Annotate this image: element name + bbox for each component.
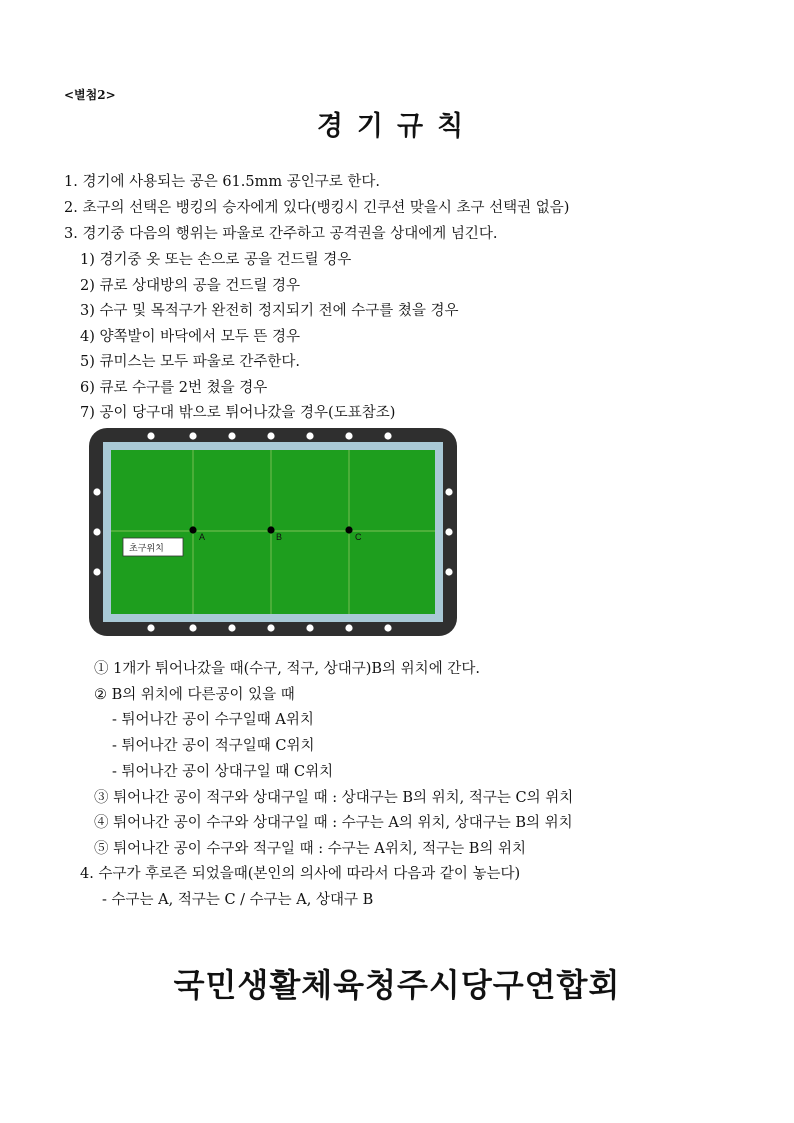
attachment-tag: <별첨2>: [64, 88, 116, 102]
spot-a: [189, 526, 196, 533]
foul-item-7: 7) 공이 당구대 밖으로 튀어나갔을 경우(도표참조): [80, 405, 396, 421]
outcome-1: ① 1개가 튀어나갔을 때(수구, 적구, 상대구)B의 위치에 간다.: [94, 661, 480, 677]
diamond-right-0: [445, 488, 452, 495]
page-title: 경기규칙: [316, 111, 478, 142]
diamond-right-2: [445, 568, 452, 575]
diamond-bottom-0: [147, 624, 154, 631]
outcome-2-sub-1: - 튀어나간 공이 수구일때 A위치: [112, 712, 314, 728]
diamond-top-6: [384, 432, 391, 439]
diamond-top-1: [189, 432, 196, 439]
spot-label-b: B: [276, 532, 283, 542]
outcome-5: ⑤ 튀어나간 공이 수구와 적구일 때 : 수구는 A위치, 적구는 B의 위치: [94, 841, 526, 857]
spot-label-c: C: [355, 532, 362, 542]
spot-label-a: A: [199, 532, 206, 542]
diamond-top-4: [306, 432, 313, 439]
diamond-right-1: [445, 528, 452, 535]
diamond-bottom-6: [384, 624, 391, 631]
diamond-left-1: [93, 528, 100, 535]
diamond-left-2: [93, 568, 100, 575]
foul-item-2: 2) 큐로 상대방의 공을 건드릴 경우: [80, 278, 301, 294]
diamond-bottom-3: [267, 624, 274, 631]
outcome-2: ② B의 위치에 다른공이 있을 때: [94, 687, 295, 703]
outcome-4: ④ 튀어나간 공이 수구와 상대구일 때 : 수구는 A의 위치, 상대구는 B의 위치: [94, 815, 573, 831]
rule-2: 2. 초구의 선택은 뱅킹의 승자에게 있다(뱅킹시 긴쿠션 맞을시 초구 선택권 없음): [64, 200, 570, 216]
rule-4-detail: - 수구는 A, 적구는 C / 수구는 A, 상대구 B: [102, 892, 374, 908]
foul-item-5: 5) 큐미스는 모두 파울로 간주한다.: [80, 354, 301, 370]
outcome-3: ③ 튀어나간 공이 적구와 상대구일 때 : 상대구는 B의 위치, 적구는 C의 위치: [94, 790, 574, 806]
diamond-top-2: [228, 432, 235, 439]
diamond-bottom-5: [345, 624, 352, 631]
diamond-top-0: [147, 432, 154, 439]
diamond-bottom-1: [189, 624, 196, 631]
diamond-bottom-4: [306, 624, 313, 631]
spot-c: [345, 526, 352, 533]
spot-b: [267, 526, 274, 533]
outcome-2-sub-2: - 튀어나간 공이 적구일때 C위치: [112, 738, 315, 754]
diamond-top-5: [345, 432, 352, 439]
diamond-left-0: [93, 488, 100, 495]
diamond-bottom-2: [228, 624, 235, 631]
billiard-table-diagram: [89, 428, 457, 636]
outcome-2-sub-3: - 튀어나간 공이 상대구일 때 C위치: [112, 764, 334, 780]
organization-name: 국민생활체육청주시당구연합회: [173, 966, 621, 1004]
rule-3: 3. 경기중 다음의 행위는 파울로 간주하고 공격권을 상대에게 넘긴다.: [64, 226, 498, 242]
rule-1: 1. 경기에 사용되는 공은 61.5mm 공인구로 한다.: [64, 174, 380, 190]
foul-item-4: 4) 양쪽발이 바닥에서 모두 뜬 경우: [80, 329, 301, 345]
rule-4-heading: 4. 수구가 후로즌 되었을때(본인의 의사에 따라서 다음과 같이 놓는다): [80, 866, 521, 882]
diamond-top-3: [267, 432, 274, 439]
foul-item-6: 6) 큐로 수구를 2번 쳤을 경우: [80, 380, 268, 396]
foul-item-1: 1) 경기중 옷 또는 손으로 공을 건드릴 경우: [80, 252, 352, 268]
foul-item-3: 3) 수구 및 목적구가 완전히 정지되기 전에 수구를 쳤을 경우: [80, 303, 459, 319]
initial-position-label: 초구위치: [129, 544, 164, 554]
